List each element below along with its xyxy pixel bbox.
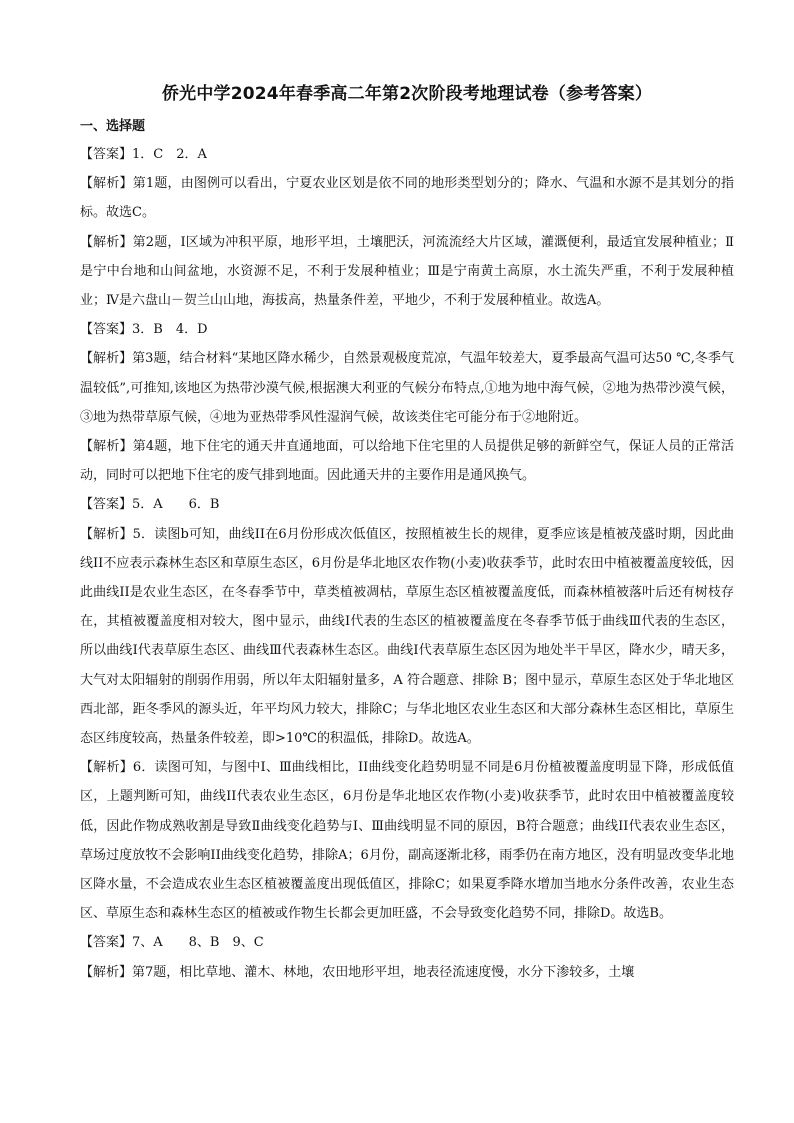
section-heading: 一、选择题 — [80, 119, 146, 134]
paragraph-answer-3-4: 【答案】3．B 4．D — [80, 322, 208, 338]
paragraph-analysis-1: 【解析】第1题，由图例可以看出，宁夏农业区划是依不同的地形类型划分的；降水、气温和水源不是其划分的指标。故选C。 — [80, 176, 734, 221]
paragraph-analysis-3: 【解析】第3题，结合材料“某地区降水稀少，自然景观极度荒凉，气温年较差大，夏季最高气温可达50 ℃,冬季气温较低”,可推知,该地区为热带沙漠气候,根据澳大利亚的气候分布特点,①地为地中海气候，②地为热带沙漠气候，③地为热带草原气候，④地为亚热带季风性湿润气候，故该类住宅可能分布于②地附近。 — [80, 351, 734, 425]
paragraph-analysis-6: 【解析】6．读图可知，与图中I、Ⅲ曲线相比，II曲线变化趋势明显不同是6月份植被覆盖度明显下降，形成低值区，上题判断可知，曲线II代表农业生态区，6月份是华北地区农作物(小麦)收获季节，此时农田中植被覆盖度较低，因此作物成熟收割是导致Ⅱ曲线变化趋势与Ⅰ、Ⅲ曲线明显不同的原因，B符合题意；曲线II代表农业生态区，草场过度放牧不会影响II曲线变化趋势，排除A；6月份，副高逐渐北移，雨季仍在南方地区，没有明显改变华北地区降水量，不会造成农业生态区植被覆盖度出现低值区，排除C；如果夏季降水增加当地水分条件改善，农业生态区、草原生态和森林生态区的植被或作物生长都会更加旺盛，不会导致变化趋势不同，排除D。故选B。 — [80, 760, 734, 922]
paragraph-analysis-5: 【解析】5．读图b可知，曲线II在6月份形成次低值区，按照植被生长的规律，夏季应该是植被茂盛时期，因此曲线II不应表示森林生态区和草原生态区，6月份是华北地区农作物(小麦)收获季节，此时农田中植被覆盖度较低，因此曲线II是农业生态区，在冬春季节中，草类植被凋枯，草原生态区植被覆盖度低，而森林植被落叶后还有树枝存在，其植被覆盖度相对较大，图中显示，曲线I代表的生态区的植被覆盖度在冬春季节低于曲线Ⅲ代表的生态区，所以曲线I代表草原生态区、曲线Ⅲ代表森林生态区。曲线I代表草原生态区因为地处半干旱区，降水少，晴天多，大气对太阳辐射的削弱作用弱，所以年太阳辐射量多，A 符合题意、排除 B；图中显示，草原生态区处于华北地区西北部，距冬季风的源头近，年平均风力较大，排除C；与华北地区农业生态区和大部分森林生态区相比，草原生态区纬度较高，热量条件较差，即>10℃的积温低，排除D。故选A。 — [80, 526, 734, 747]
paragraph-analysis-4: 【解析】第4题，地下住宅的通天井直通地面，可以给地下住宅里的人员提供足够的新鲜空气，保证人员的正常活动，同时可以把地下住宅的废气排到地面。因此通天井的主要作用是通风换气。 — [80, 439, 734, 484]
paragraph-answer-7-9: 【答案】7、A 8、B 9、C — [80, 935, 264, 951]
paragraph-answer-1-2: 【答案】1．C 2．A — [80, 147, 207, 162]
paragraph-analysis-7: 【解析】第7题，相比草地、灌木、林地，农田地形平坦，地表径流速度慢，水分下渗较多，土壤 — [80, 964, 635, 980]
paragraph-answer-5-6: 【答案】5．A 6．B — [80, 497, 220, 513]
document-title: 侨光中学2024年春季高二年第2次阶段考地理试卷（参考答案） — [161, 84, 653, 104]
paragraph-analysis-2: 【解析】第2题，Ⅰ区域为冲积平原，地形平坦，土壤肥沃，河流流经大片区域，灌溉便利，最适宜发展种植业；Ⅱ是宁中台地和山间盆地，水资源不足，不利于发展种植业；Ⅲ是宁南黄土高原，水土流失严重，不利于发展种植业；Ⅳ是六盘山－贺兰山山地，海拔高，热量条件差，平地少，不利于发展种植业。故选A。 — [80, 234, 734, 309]
